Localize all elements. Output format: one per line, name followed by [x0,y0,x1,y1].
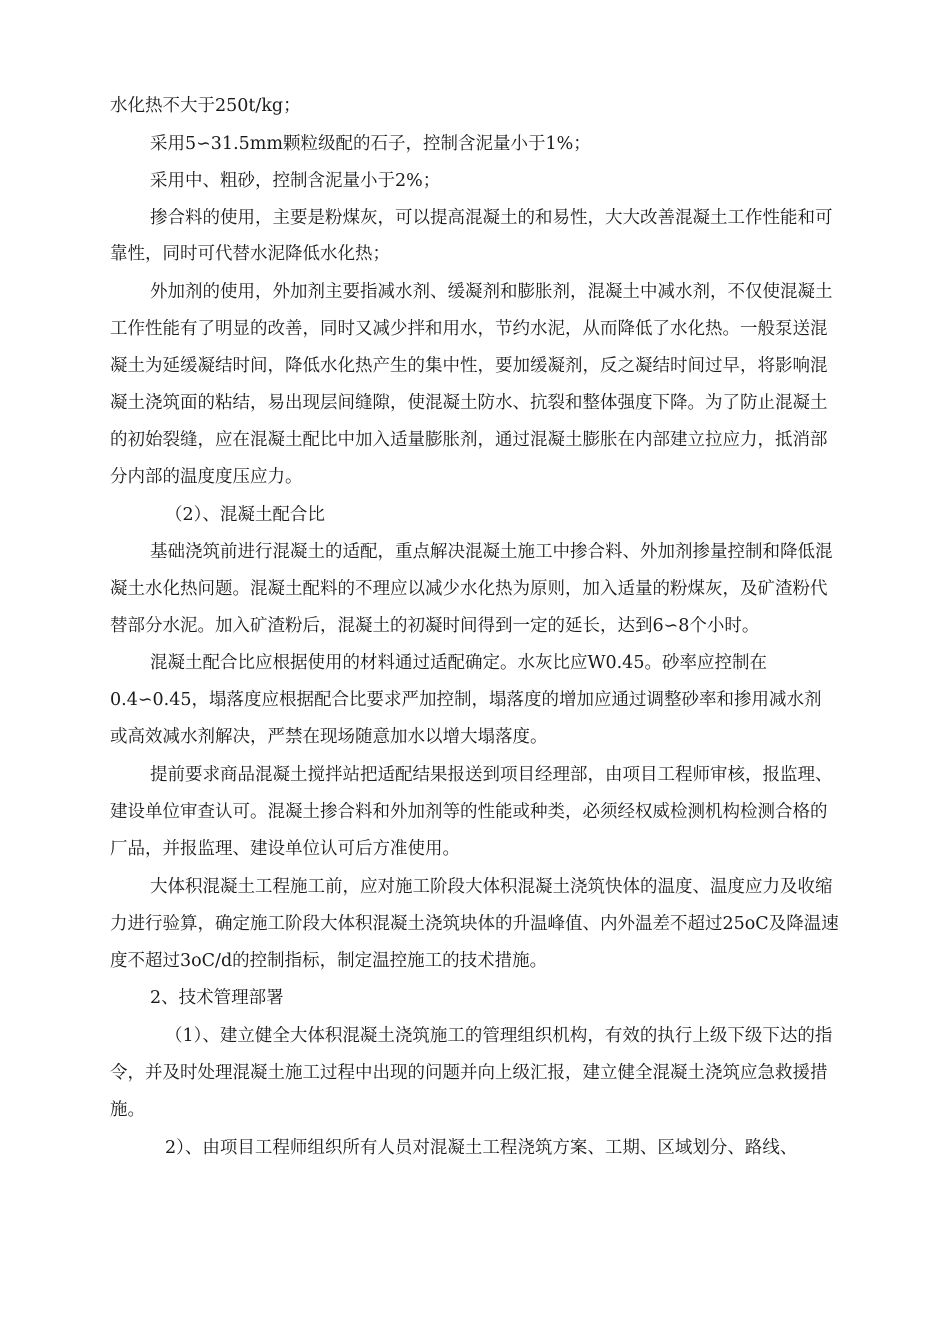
text-line-14: 凝土水化热问题。混凝土配料的不理应以减少水化热为原则，加入适量的粉煤灰，及矿渣粉代 [110,579,828,599]
text-line-28: 施。 [110,1100,145,1120]
text-line-4: 掺合料的使用，主要是粉煤灰，可以提高混凝土的和易性，大大改善混凝土工作性能和可 [150,208,833,228]
text-line-22: 大体积混凝土工程施工前，应对施工阶段大体积混凝土浇筑快体的温度、温度应力及收缩 [150,877,833,897]
text-line-24: 度不超过3oC/d的控制指标，制定温控施工的技术措施。 [110,951,548,971]
text-line-13: 基础浇筑前进行混凝土的适配，重点解决混凝土施工中掺合料、外加剂掺量控制和降低混 [150,542,833,562]
text-line-15: 替部分水泥。加入矿渣粉后，混凝土的初凝时间得到一定的延长，达到6∽8个小时。 [110,616,760,636]
text-line-23: 力进行验算，确定施工阶段大体积混凝土浇筑块体的升温峰值、内外温差不超过25oC及降温速 [110,914,839,934]
text-line-16: 混凝土配合比应根据使用的材料通过适配确定。水灰比应W0.45。砂率应控制在 [150,653,767,673]
section-heading-mix-ratio: （2）、混凝土配合比 [165,505,325,525]
text-line-1: 水化热不大于250t/kg； [110,96,301,116]
text-line-9: 凝土浇筑面的粘结，易出现层间缝隙，使混凝土防水、抗裂和整体强度下降。为了防止混凝土 [110,393,828,413]
text-line-2: 采用5∽31.5mm颗粒级配的石子，控制含泥量小于1%； [150,134,591,154]
text-line-3: 采用中、粗砂，控制含泥量小于2%； [150,171,441,191]
text-line-5: 靠性，同时可代替水泥降低水化热； [110,244,390,264]
text-line-7: 工作性能有了明显的改善，同时又减少拌和用水，节约水泥，从而降低了水化热。一般泵送混 [110,319,828,339]
text-line-8: 凝土为延缓凝结时间，降低水化热产生的集中性，要加缓凝剂，反之凝结时间过早，将影响混 [110,356,828,376]
text-line-19: 提前要求商品混凝土搅拌站把适配结果报送到项目经理部，由项目工程师审核，报监理、 [150,765,833,785]
section-heading-tech-management: 2、技术管理部署 [150,988,284,1008]
text-line-21: 厂品，并报监理、建设单位认可后方准使用。 [110,839,460,859]
text-line-10: 的初始裂缝，应在混凝土配比中加入适量膨胀剂，通过混凝土膨胀在内部建立拉应力，抵消部 [110,430,828,450]
text-line-18: 或高效减水剂解决，严禁在现场随意加水以增大塌落度。 [110,727,548,747]
text-line-11: 分内部的温度度压应力。 [110,467,303,487]
text-line-26: （1）、建立健全大体积混凝土浇筑施工的管理组织机构，有效的执行上级下级下达的指 [165,1026,833,1046]
text-line-27: 令，并及时处理混凝土施工过程中出现的问题并向上级汇报，建立健全混凝土浇筑应急救援措 [110,1063,828,1083]
text-line-17: 0.4∽0.45，塌落度应根据配合比要求严加控制，塌落度的增加应通过调整砂率和掺用减水剂 [110,690,822,710]
text-line-6: 外加剂的使用，外加剂主要指减水剂、缓凝剂和膨胀剂，混凝土中减水剂，不仅使混凝土 [150,282,833,302]
text-line-29: 2）、由项目工程师组织所有人员对混凝土工程浇筑方案、工期、区域划分、路线、 [165,1138,798,1158]
text-line-20: 建设单位审查认可。混凝土掺合料和外加剂等的性能或种类，必须经权威检测机构检测合格的 [110,802,828,822]
